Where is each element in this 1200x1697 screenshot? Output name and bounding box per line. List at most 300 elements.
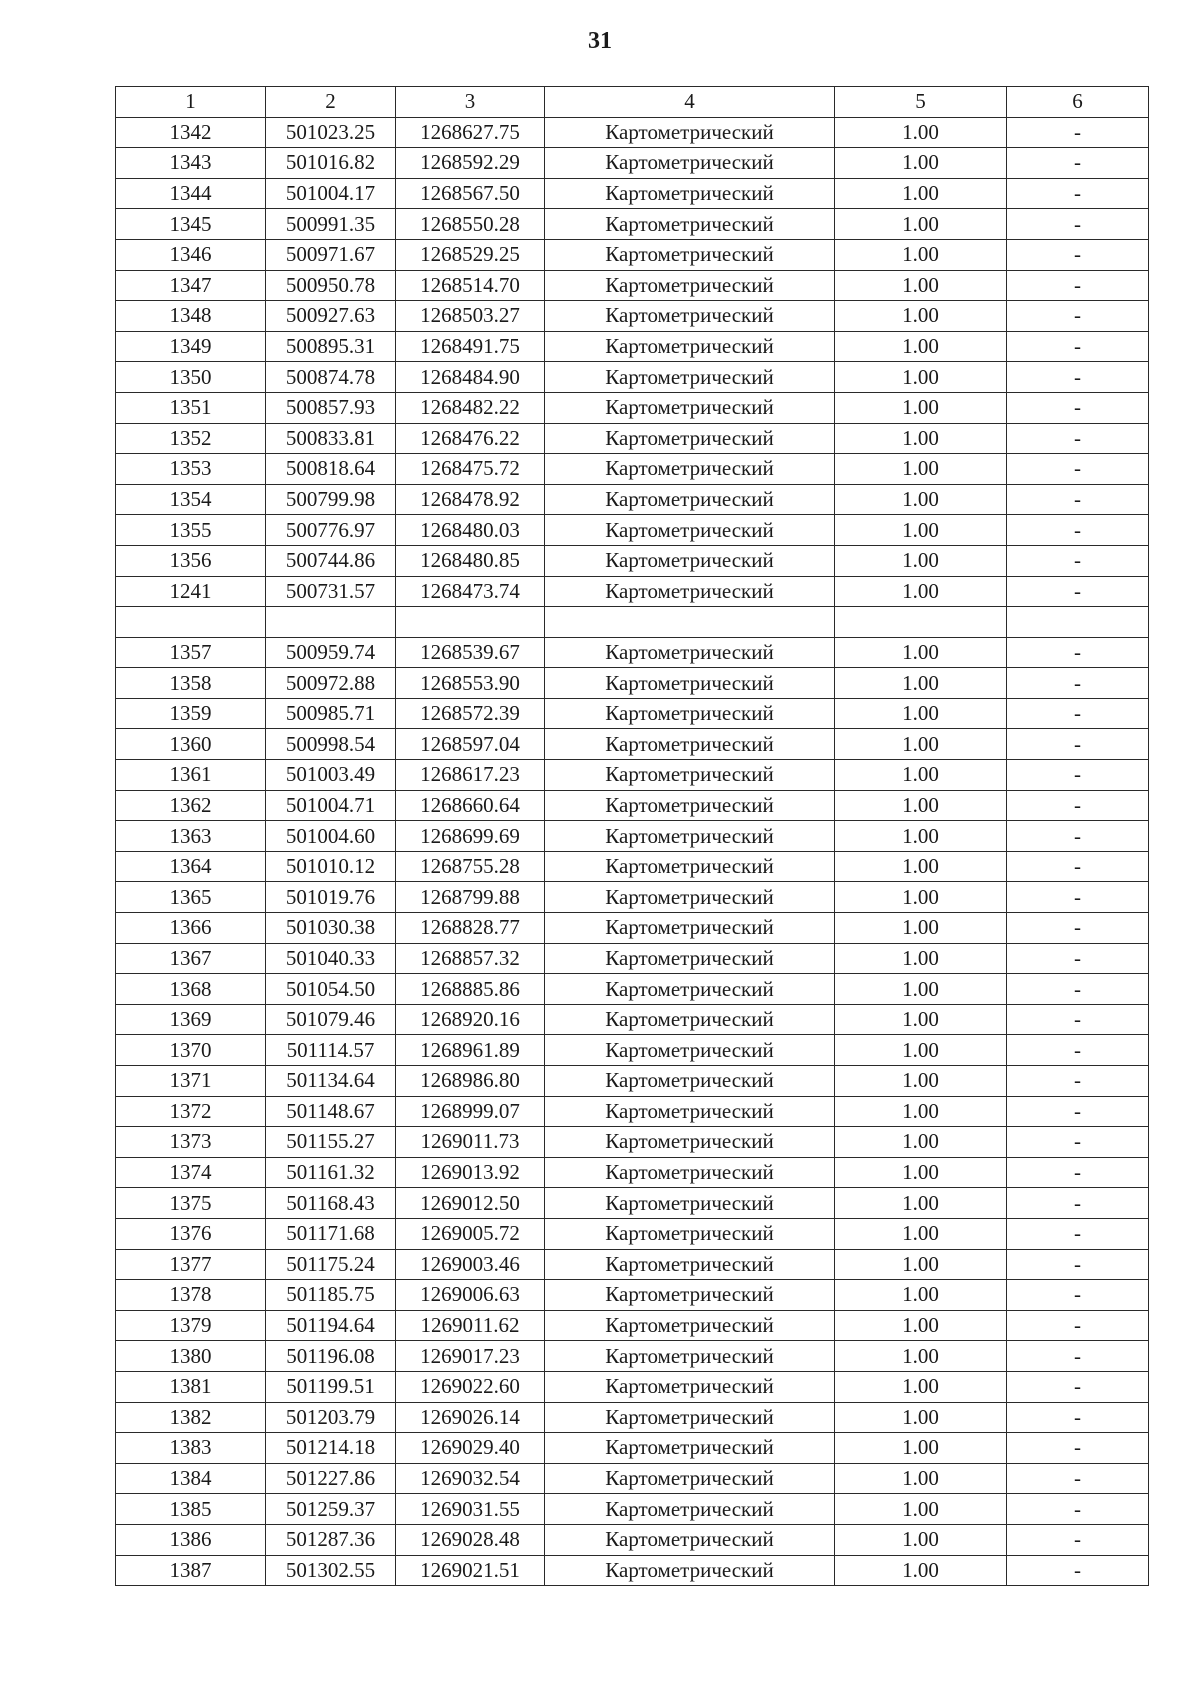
description-cell: - bbox=[1007, 515, 1149, 546]
description-cell: - bbox=[1007, 1402, 1149, 1433]
point-number-cell: 1361 bbox=[116, 760, 266, 791]
accuracy-cell: 1.00 bbox=[835, 362, 1007, 393]
accuracy-cell: 1.00 bbox=[835, 851, 1007, 882]
accuracy-cell: 1.00 bbox=[835, 668, 1007, 699]
x-coordinate-cell: 500744.86 bbox=[266, 545, 396, 576]
y-coordinate-cell: 1268482.22 bbox=[396, 392, 545, 423]
accuracy-cell: 1.00 bbox=[835, 423, 1007, 454]
coordinates-table bbox=[115, 86, 1149, 1586]
point-number-cell: 1358 bbox=[116, 668, 266, 699]
description-cell: - bbox=[1007, 729, 1149, 760]
description-cell: - bbox=[1007, 1066, 1149, 1097]
method-cell: Картометрический bbox=[545, 178, 835, 209]
table-row bbox=[116, 1463, 1149, 1494]
accuracy-cell: 1.00 bbox=[835, 943, 1007, 974]
y-coordinate-cell: 1269013.92 bbox=[396, 1157, 545, 1188]
accuracy-cell: 1.00 bbox=[835, 545, 1007, 576]
description-cell: - bbox=[1007, 454, 1149, 485]
description-cell: - bbox=[1007, 484, 1149, 515]
method-cell: Картометрический bbox=[545, 392, 835, 423]
x-coordinate-cell: 500833.81 bbox=[266, 423, 396, 454]
y-coordinate-cell: 1269011.62 bbox=[396, 1310, 545, 1341]
table-row bbox=[116, 821, 1149, 852]
x-coordinate-cell: 500972.88 bbox=[266, 668, 396, 699]
x-coordinate-cell: 501134.64 bbox=[266, 1066, 396, 1097]
x-coordinate-cell: 501161.32 bbox=[266, 1157, 396, 1188]
description-cell: - bbox=[1007, 1035, 1149, 1066]
method-cell: Картометрический bbox=[545, 1249, 835, 1280]
table-row bbox=[116, 515, 1149, 546]
method-cell: Картометрический bbox=[545, 1555, 835, 1586]
accuracy-cell: 1.00 bbox=[835, 484, 1007, 515]
method-cell: Картометрический bbox=[545, 760, 835, 791]
accuracy-cell: 1.00 bbox=[835, 1188, 1007, 1219]
y-coordinate-cell: 1268529.25 bbox=[396, 239, 545, 270]
description-cell: - bbox=[1007, 943, 1149, 974]
accuracy-cell: 1.00 bbox=[835, 1218, 1007, 1249]
description-cell: - bbox=[1007, 851, 1149, 882]
table-row bbox=[116, 392, 1149, 423]
y-coordinate-cell: 1269006.63 bbox=[396, 1280, 545, 1311]
accuracy-cell: 1.00 bbox=[835, 454, 1007, 485]
point-number-cell: 1367 bbox=[116, 943, 266, 974]
y-coordinate-cell: 1268999.07 bbox=[396, 1096, 545, 1127]
accuracy-cell: 1.00 bbox=[835, 178, 1007, 209]
accuracy-cell: 1.00 bbox=[835, 1127, 1007, 1158]
method-cell: Картометрический bbox=[545, 148, 835, 179]
method-cell: Картометрический bbox=[545, 331, 835, 362]
table-row-empty bbox=[116, 607, 1149, 638]
method-cell: Картометрический bbox=[545, 1524, 835, 1555]
table-row bbox=[116, 301, 1149, 332]
y-coordinate-cell: 1269026.14 bbox=[396, 1402, 545, 1433]
x-coordinate-cell: 501214.18 bbox=[266, 1433, 396, 1464]
description-cell: - bbox=[1007, 209, 1149, 240]
point-number-cell bbox=[116, 607, 266, 638]
description-cell: - bbox=[1007, 1433, 1149, 1464]
accuracy-cell: 1.00 bbox=[835, 270, 1007, 301]
point-number-cell: 1368 bbox=[116, 974, 266, 1005]
table-row bbox=[116, 362, 1149, 393]
method-cell: Картометрический bbox=[545, 1310, 835, 1341]
method-cell: Картометрический bbox=[545, 117, 835, 148]
point-number-cell: 1344 bbox=[116, 178, 266, 209]
x-coordinate-cell: 501171.68 bbox=[266, 1218, 396, 1249]
table-row bbox=[116, 698, 1149, 729]
description-cell: - bbox=[1007, 1494, 1149, 1525]
description-cell bbox=[1007, 607, 1149, 638]
point-number-cell: 1373 bbox=[116, 1127, 266, 1158]
table-row bbox=[116, 270, 1149, 301]
accuracy-cell: 1.00 bbox=[835, 576, 1007, 607]
x-coordinate-cell: 501010.12 bbox=[266, 851, 396, 882]
accuracy-cell: 1.00 bbox=[835, 1280, 1007, 1311]
point-number-cell: 1381 bbox=[116, 1371, 266, 1402]
point-number-cell: 1362 bbox=[116, 790, 266, 821]
y-coordinate-cell: 1268553.90 bbox=[396, 668, 545, 699]
point-number-cell: 1376 bbox=[116, 1218, 266, 1249]
description-cell: - bbox=[1007, 698, 1149, 729]
method-cell: Картометрический bbox=[545, 851, 835, 882]
x-coordinate-cell: 501054.50 bbox=[266, 974, 396, 1005]
method-cell: Картометрический bbox=[545, 821, 835, 852]
y-coordinate-cell: 1268503.27 bbox=[396, 301, 545, 332]
x-coordinate-cell: 501004.17 bbox=[266, 178, 396, 209]
column-header: 2 bbox=[266, 87, 396, 118]
y-coordinate-cell: 1269021.51 bbox=[396, 1555, 545, 1586]
table-row bbox=[116, 576, 1149, 607]
point-number-cell: 1241 bbox=[116, 576, 266, 607]
y-coordinate-cell: 1268885.86 bbox=[396, 974, 545, 1005]
description-cell: - bbox=[1007, 821, 1149, 852]
y-coordinate-cell: 1269031.55 bbox=[396, 1494, 545, 1525]
table-row bbox=[116, 637, 1149, 668]
x-coordinate-cell: 500731.57 bbox=[266, 576, 396, 607]
method-cell: Картометрический bbox=[545, 1188, 835, 1219]
accuracy-cell: 1.00 bbox=[835, 698, 1007, 729]
x-coordinate-cell: 500971.67 bbox=[266, 239, 396, 270]
point-number-cell: 1387 bbox=[116, 1555, 266, 1586]
table-row bbox=[116, 1433, 1149, 1464]
point-number-cell: 1379 bbox=[116, 1310, 266, 1341]
y-coordinate-cell: 1268550.28 bbox=[396, 209, 545, 240]
point-number-cell: 1384 bbox=[116, 1463, 266, 1494]
x-coordinate-cell: 500998.54 bbox=[266, 729, 396, 760]
accuracy-cell: 1.00 bbox=[835, 1035, 1007, 1066]
method-cell: Картометрический bbox=[545, 576, 835, 607]
point-number-cell: 1355 bbox=[116, 515, 266, 546]
point-number-cell: 1374 bbox=[116, 1157, 266, 1188]
description-cell: - bbox=[1007, 362, 1149, 393]
description-cell: - bbox=[1007, 331, 1149, 362]
description-cell: - bbox=[1007, 1341, 1149, 1372]
method-cell: Картометрический bbox=[545, 698, 835, 729]
x-coordinate-cell: 500895.31 bbox=[266, 331, 396, 362]
y-coordinate-cell: 1268475.72 bbox=[396, 454, 545, 485]
y-coordinate-cell: 1268627.75 bbox=[396, 117, 545, 148]
description-cell: - bbox=[1007, 1249, 1149, 1280]
description-cell: - bbox=[1007, 882, 1149, 913]
accuracy-cell: 1.00 bbox=[835, 637, 1007, 668]
point-number-cell: 1370 bbox=[116, 1035, 266, 1066]
method-cell: Картометрический bbox=[545, 301, 835, 332]
point-number-cell: 1350 bbox=[116, 362, 266, 393]
method-cell: Картометрический bbox=[545, 423, 835, 454]
accuracy-cell: 1.00 bbox=[835, 148, 1007, 179]
x-coordinate-cell: 501023.25 bbox=[266, 117, 396, 148]
table-row bbox=[116, 943, 1149, 974]
accuracy-cell: 1.00 bbox=[835, 1157, 1007, 1188]
y-coordinate-cell: 1268484.90 bbox=[396, 362, 545, 393]
description-cell: - bbox=[1007, 392, 1149, 423]
table-row bbox=[116, 484, 1149, 515]
description-cell: - bbox=[1007, 1524, 1149, 1555]
y-coordinate-cell: 1268660.64 bbox=[396, 790, 545, 821]
description-cell: - bbox=[1007, 1463, 1149, 1494]
method-cell: Картометрический bbox=[545, 1433, 835, 1464]
point-number-cell: 1365 bbox=[116, 882, 266, 913]
accuracy-cell: 1.00 bbox=[835, 331, 1007, 362]
method-cell: Картометрический bbox=[545, 209, 835, 240]
x-coordinate-cell: 501155.27 bbox=[266, 1127, 396, 1158]
method-cell: Картометрический bbox=[545, 943, 835, 974]
accuracy-cell: 1.00 bbox=[835, 1341, 1007, 1372]
y-coordinate-cell: 1269022.60 bbox=[396, 1371, 545, 1402]
method-cell bbox=[545, 607, 835, 638]
y-coordinate-cell: 1268828.77 bbox=[396, 913, 545, 944]
description-cell: - bbox=[1007, 1127, 1149, 1158]
point-number-cell: 1357 bbox=[116, 637, 266, 668]
y-coordinate-cell: 1269003.46 bbox=[396, 1249, 545, 1280]
y-coordinate-cell: 1268699.69 bbox=[396, 821, 545, 852]
y-coordinate-cell: 1268480.85 bbox=[396, 545, 545, 576]
method-cell: Картометрический bbox=[545, 974, 835, 1005]
method-cell: Картометрический bbox=[545, 362, 835, 393]
description-cell: - bbox=[1007, 1188, 1149, 1219]
point-number-cell: 1378 bbox=[116, 1280, 266, 1311]
method-cell: Картометрический bbox=[545, 270, 835, 301]
y-coordinate-cell: 1268491.75 bbox=[396, 331, 545, 362]
accuracy-cell: 1.00 bbox=[835, 1555, 1007, 1586]
y-coordinate-cell: 1268961.89 bbox=[396, 1035, 545, 1066]
method-cell: Картометрический bbox=[545, 1494, 835, 1525]
column-header: 1 bbox=[116, 87, 266, 118]
table-row bbox=[116, 1371, 1149, 1402]
y-coordinate-cell: 1268986.80 bbox=[396, 1066, 545, 1097]
point-number-cell: 1385 bbox=[116, 1494, 266, 1525]
table-row bbox=[116, 1341, 1149, 1372]
table-row bbox=[116, 1402, 1149, 1433]
table-row bbox=[116, 117, 1149, 148]
method-cell: Картометрический bbox=[545, 1463, 835, 1494]
method-cell: Картометрический bbox=[545, 1371, 835, 1402]
description-cell: - bbox=[1007, 545, 1149, 576]
point-number-cell: 1352 bbox=[116, 423, 266, 454]
accuracy-cell: 1.00 bbox=[835, 209, 1007, 240]
description-cell: - bbox=[1007, 178, 1149, 209]
x-coordinate-cell: 501148.67 bbox=[266, 1096, 396, 1127]
description-cell: - bbox=[1007, 423, 1149, 454]
table-row bbox=[116, 1310, 1149, 1341]
point-number-cell: 1351 bbox=[116, 392, 266, 423]
table-body bbox=[116, 117, 1149, 1586]
y-coordinate-cell: 1268755.28 bbox=[396, 851, 545, 882]
y-coordinate-cell: 1269028.48 bbox=[396, 1524, 545, 1555]
table-row bbox=[116, 1555, 1149, 1586]
point-number-cell: 1380 bbox=[116, 1341, 266, 1372]
method-cell: Картометрический bbox=[545, 1218, 835, 1249]
accuracy-cell: 1.00 bbox=[835, 1494, 1007, 1525]
description-cell: - bbox=[1007, 1096, 1149, 1127]
accuracy-cell: 1.00 bbox=[835, 117, 1007, 148]
accuracy-cell: 1.00 bbox=[835, 1433, 1007, 1464]
description-cell: - bbox=[1007, 760, 1149, 791]
table-header bbox=[116, 87, 1149, 118]
method-cell: Картометрический bbox=[545, 1035, 835, 1066]
y-coordinate-cell: 1268857.32 bbox=[396, 943, 545, 974]
method-cell: Картометрический bbox=[545, 1004, 835, 1035]
y-coordinate-cell: 1268592.29 bbox=[396, 148, 545, 179]
point-number-cell: 1363 bbox=[116, 821, 266, 852]
method-cell: Картометрический bbox=[545, 239, 835, 270]
accuracy-cell: 1.00 bbox=[835, 1066, 1007, 1097]
accuracy-cell: 1.00 bbox=[835, 913, 1007, 944]
point-number-cell: 1382 bbox=[116, 1402, 266, 1433]
y-coordinate-cell: 1268478.92 bbox=[396, 484, 545, 515]
table-row bbox=[116, 331, 1149, 362]
table-row bbox=[116, 1004, 1149, 1035]
table-row bbox=[116, 1157, 1149, 1188]
point-number-cell: 1369 bbox=[116, 1004, 266, 1035]
y-coordinate-cell: 1268473.74 bbox=[396, 576, 545, 607]
point-number-cell: 1371 bbox=[116, 1066, 266, 1097]
point-number-cell: 1383 bbox=[116, 1433, 266, 1464]
method-cell: Картометрический bbox=[545, 515, 835, 546]
x-coordinate-cell: 501019.76 bbox=[266, 882, 396, 913]
description-cell: - bbox=[1007, 1218, 1149, 1249]
y-coordinate-cell: 1268567.50 bbox=[396, 178, 545, 209]
accuracy-cell: 1.00 bbox=[835, 882, 1007, 913]
table-row bbox=[116, 1188, 1149, 1219]
point-number-cell: 1372 bbox=[116, 1096, 266, 1127]
method-cell: Картометрический bbox=[545, 637, 835, 668]
x-coordinate-cell: 501185.75 bbox=[266, 1280, 396, 1311]
method-cell: Картометрический bbox=[545, 729, 835, 760]
x-coordinate-cell: 501168.43 bbox=[266, 1188, 396, 1219]
description-cell: - bbox=[1007, 1555, 1149, 1586]
x-coordinate-cell: 501302.55 bbox=[266, 1555, 396, 1586]
accuracy-cell: 1.00 bbox=[835, 239, 1007, 270]
x-coordinate-cell: 501196.08 bbox=[266, 1341, 396, 1372]
method-cell: Картометрический bbox=[545, 1157, 835, 1188]
table-row bbox=[116, 1127, 1149, 1158]
description-cell: - bbox=[1007, 1157, 1149, 1188]
point-number-cell: 1360 bbox=[116, 729, 266, 760]
x-coordinate-cell: 501203.79 bbox=[266, 1402, 396, 1433]
accuracy-cell: 1.00 bbox=[835, 790, 1007, 821]
table-row bbox=[116, 1066, 1149, 1097]
method-cell: Картометрический bbox=[545, 545, 835, 576]
header-row bbox=[116, 87, 1149, 118]
x-coordinate-cell: 501004.60 bbox=[266, 821, 396, 852]
accuracy-cell: 1.00 bbox=[835, 1310, 1007, 1341]
y-coordinate-cell bbox=[396, 607, 545, 638]
point-number-cell: 1354 bbox=[116, 484, 266, 515]
x-coordinate-cell: 501227.86 bbox=[266, 1463, 396, 1494]
description-cell: - bbox=[1007, 790, 1149, 821]
x-coordinate-cell: 501016.82 bbox=[266, 148, 396, 179]
table-row bbox=[116, 974, 1149, 1005]
y-coordinate-cell: 1268476.22 bbox=[396, 423, 545, 454]
page-number: 31 bbox=[588, 28, 612, 54]
accuracy-cell: 1.00 bbox=[835, 821, 1007, 852]
description-cell: - bbox=[1007, 913, 1149, 944]
point-number-cell: 1366 bbox=[116, 913, 266, 944]
x-coordinate-cell: 501003.49 bbox=[266, 760, 396, 791]
point-number-cell: 1348 bbox=[116, 301, 266, 332]
description-cell: - bbox=[1007, 1280, 1149, 1311]
y-coordinate-cell: 1269017.23 bbox=[396, 1341, 545, 1372]
method-cell: Картометрический bbox=[545, 1280, 835, 1311]
method-cell: Картометрический bbox=[545, 913, 835, 944]
x-coordinate-cell: 500818.64 bbox=[266, 454, 396, 485]
accuracy-cell: 1.00 bbox=[835, 1096, 1007, 1127]
x-coordinate-cell: 501199.51 bbox=[266, 1371, 396, 1402]
table-row bbox=[116, 454, 1149, 485]
y-coordinate-cell: 1269005.72 bbox=[396, 1218, 545, 1249]
point-number-cell: 1347 bbox=[116, 270, 266, 301]
accuracy-cell: 1.00 bbox=[835, 1249, 1007, 1280]
table-row bbox=[116, 851, 1149, 882]
description-cell: - bbox=[1007, 576, 1149, 607]
method-cell: Картометрический bbox=[545, 454, 835, 485]
x-coordinate-cell: 500776.97 bbox=[266, 515, 396, 546]
y-coordinate-cell: 1268572.39 bbox=[396, 698, 545, 729]
x-coordinate-cell: 501287.36 bbox=[266, 1524, 396, 1555]
accuracy-cell: 1.00 bbox=[835, 1004, 1007, 1035]
point-number-cell: 1356 bbox=[116, 545, 266, 576]
accuracy-cell: 1.00 bbox=[835, 1371, 1007, 1402]
method-cell: Картометрический bbox=[545, 1066, 835, 1097]
accuracy-cell bbox=[835, 607, 1007, 638]
table-row bbox=[116, 1218, 1149, 1249]
x-coordinate-cell bbox=[266, 607, 396, 638]
accuracy-cell: 1.00 bbox=[835, 1524, 1007, 1555]
description-cell: - bbox=[1007, 270, 1149, 301]
description-cell: - bbox=[1007, 301, 1149, 332]
table-row bbox=[116, 178, 1149, 209]
y-coordinate-cell: 1268514.70 bbox=[396, 270, 545, 301]
x-coordinate-cell: 500857.93 bbox=[266, 392, 396, 423]
x-coordinate-cell: 500874.78 bbox=[266, 362, 396, 393]
y-coordinate-cell: 1268617.23 bbox=[396, 760, 545, 791]
method-cell: Картометрический bbox=[545, 1127, 835, 1158]
table-row bbox=[116, 790, 1149, 821]
description-cell: - bbox=[1007, 668, 1149, 699]
x-coordinate-cell: 501259.37 bbox=[266, 1494, 396, 1525]
description-cell: - bbox=[1007, 1371, 1149, 1402]
table-row bbox=[116, 1524, 1149, 1555]
point-number-cell: 1342 bbox=[116, 117, 266, 148]
method-cell: Картометрический bbox=[545, 668, 835, 699]
column-header: 4 bbox=[545, 87, 835, 118]
point-number-cell: 1349 bbox=[116, 331, 266, 362]
y-coordinate-cell: 1269032.54 bbox=[396, 1463, 545, 1494]
method-cell: Картометрический bbox=[545, 1096, 835, 1127]
method-cell: Картометрический bbox=[545, 1402, 835, 1433]
method-cell: Картометрический bbox=[545, 1341, 835, 1372]
point-number-cell: 1345 bbox=[116, 209, 266, 240]
column-header: 3 bbox=[396, 87, 545, 118]
y-coordinate-cell: 1269011.73 bbox=[396, 1127, 545, 1158]
y-coordinate-cell: 1268597.04 bbox=[396, 729, 545, 760]
x-coordinate-cell: 501194.64 bbox=[266, 1310, 396, 1341]
y-coordinate-cell: 1268539.67 bbox=[396, 637, 545, 668]
accuracy-cell: 1.00 bbox=[835, 974, 1007, 1005]
accuracy-cell: 1.00 bbox=[835, 1463, 1007, 1494]
description-cell: - bbox=[1007, 974, 1149, 1005]
description-cell: - bbox=[1007, 1004, 1149, 1035]
x-coordinate-cell: 501114.57 bbox=[266, 1035, 396, 1066]
x-coordinate-cell: 500959.74 bbox=[266, 637, 396, 668]
table-row bbox=[116, 1249, 1149, 1280]
y-coordinate-cell: 1269029.40 bbox=[396, 1433, 545, 1464]
point-number-cell: 1353 bbox=[116, 454, 266, 485]
x-coordinate-cell: 500985.71 bbox=[266, 698, 396, 729]
point-number-cell: 1346 bbox=[116, 239, 266, 270]
x-coordinate-cell: 500799.98 bbox=[266, 484, 396, 515]
point-number-cell: 1364 bbox=[116, 851, 266, 882]
